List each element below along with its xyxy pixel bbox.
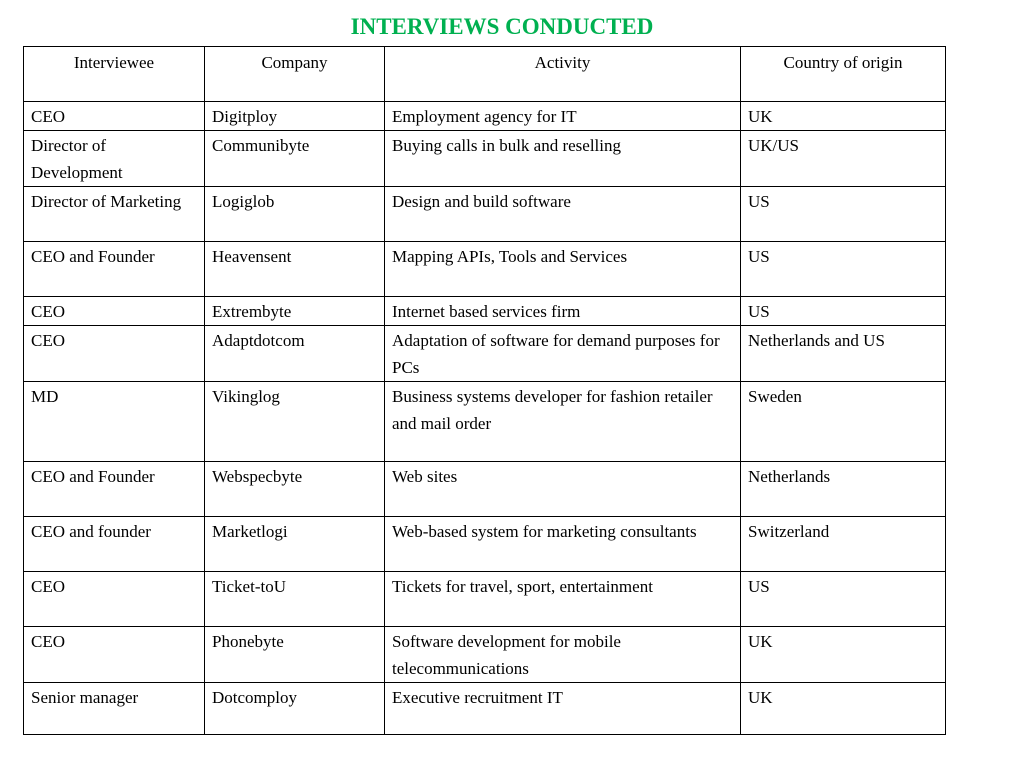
header-country: Country of origin (741, 47, 946, 102)
cell-interviewee: CEO and Founder (24, 462, 205, 517)
cell-interviewee: CEO (24, 102, 205, 131)
cell-company: Webspecbyte (205, 462, 385, 517)
cell-company: Communibyte (205, 131, 385, 187)
table-row (24, 517, 946, 572)
cell-activity: Internet based services firm (385, 297, 741, 326)
cell-country: Netherlands (741, 462, 946, 517)
cell-activity: Executive recruitment IT (385, 683, 741, 735)
cell-interviewee: CEO (24, 297, 205, 326)
table-header-row (24, 47, 946, 102)
cell-company: Logiglob (205, 187, 385, 242)
cell-activity: Web sites (385, 462, 741, 517)
cell-country: US (741, 297, 946, 326)
header-company: Company (205, 47, 385, 102)
cell-company: Adaptdotcom (205, 326, 385, 382)
cell-interviewee: Director of Development (24, 131, 205, 187)
cell-activity: Employment agency for IT (385, 102, 741, 131)
table-row (24, 242, 946, 297)
table-row (24, 326, 946, 382)
cell-activity: Tickets for travel, sport, entertainment (385, 572, 741, 627)
table-row (24, 102, 946, 131)
cell-company: Marketlogi (205, 517, 385, 572)
cell-interviewee: CEO (24, 326, 205, 382)
cell-company: Heavensent (205, 242, 385, 297)
header-interviewee: Interviewee (24, 47, 205, 102)
table-row (24, 462, 946, 517)
table-row (24, 627, 946, 683)
cell-activity: Software development for mobile telecommunications (385, 627, 741, 683)
cell-interviewee: CEO and Founder (24, 242, 205, 297)
cell-activity: Buying calls in bulk and reselling (385, 131, 741, 187)
cell-interviewee: Senior manager (24, 683, 205, 735)
table-row (24, 683, 946, 735)
cell-activity: Mapping APIs, Tools and Services (385, 242, 741, 297)
cell-activity: Adaptation of software for demand purposes for PCs (385, 326, 741, 382)
cell-interviewee: MD (24, 382, 205, 462)
cell-interviewee: Director of Marketing (24, 187, 205, 242)
cell-activity: Design and build software (385, 187, 741, 242)
table-row (24, 131, 946, 187)
header-activity: Activity (385, 47, 741, 102)
cell-company: Ticket-toU (205, 572, 385, 627)
cell-interviewee: CEO (24, 627, 205, 683)
table-row (24, 382, 946, 462)
cell-company: Phonebyte (205, 627, 385, 683)
cell-company: Vikinglog (205, 382, 385, 462)
cell-interviewee: CEO (24, 572, 205, 627)
cell-country: Netherlands and US (741, 326, 946, 382)
cell-country: US (741, 572, 946, 627)
cell-country: Sweden (741, 382, 946, 462)
interviews-table (23, 46, 946, 735)
cell-activity: Web-based system for marketing consultants (385, 517, 741, 572)
cell-country: UK/US (741, 131, 946, 187)
cell-country: Switzerland (741, 517, 946, 572)
cell-company: Extrembyte (205, 297, 385, 326)
page-title: INTERVIEWS CONDUCTED (350, 14, 654, 39)
cell-company: Digitploy (205, 102, 385, 131)
table-row (24, 572, 946, 627)
table-row (24, 297, 946, 326)
cell-country: UK (741, 627, 946, 683)
cell-interviewee: CEO and founder (24, 517, 205, 572)
cell-country: UK (741, 102, 946, 131)
cell-country: US (741, 242, 946, 297)
cell-activity: Business systems developer for fashion retailer and mail order (385, 382, 741, 462)
table-row (24, 187, 946, 242)
cell-country: US (741, 187, 946, 242)
cell-company: Dotcomploy (205, 683, 385, 735)
cell-country: UK (741, 683, 946, 735)
